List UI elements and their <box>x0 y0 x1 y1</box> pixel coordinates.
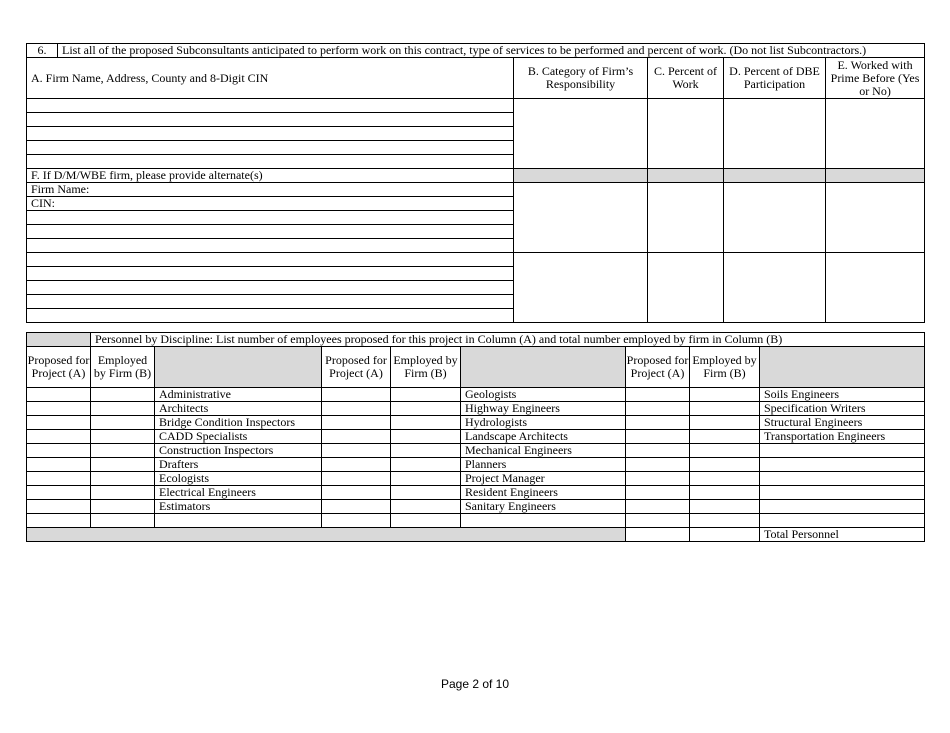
employed-count-cell[interactable] <box>690 388 760 402</box>
proposed-count-cell[interactable] <box>626 514 690 528</box>
proposed-count-cell[interactable] <box>27 430 91 444</box>
header-dbe-percent: D. Percent of DBE Participation <box>724 58 826 99</box>
firm-entry-line[interactable] <box>27 127 514 141</box>
firm-entry-line[interactable] <box>27 295 514 309</box>
proposed-count-cell[interactable] <box>27 444 91 458</box>
dbe-percent-cell[interactable] <box>724 99 826 169</box>
discipline-label <box>760 458 925 472</box>
proposed-count-cell[interactable] <box>322 458 391 472</box>
firm-entry-line[interactable] <box>27 253 514 267</box>
personnel-row <box>27 430 925 444</box>
firm-entry-line[interactable] <box>27 225 514 239</box>
header-proposed: Proposed for Project (A) <box>27 347 91 388</box>
proposed-count-cell[interactable] <box>322 388 391 402</box>
employed-count-cell[interactable] <box>690 458 760 472</box>
gray-divider-cell <box>648 169 724 183</box>
discipline-label: Administrative <box>155 388 322 402</box>
gray-divider-cell <box>514 169 648 183</box>
proposed-count-cell[interactable] <box>27 388 91 402</box>
header-proposed: Proposed for Project (A) <box>626 347 690 388</box>
header-proposed: Proposed for Project (A) <box>322 347 391 388</box>
category-cell[interactable] <box>514 253 648 323</box>
proposed-count-cell[interactable] <box>27 514 91 528</box>
discipline-label: Highway Engineers <box>461 402 626 416</box>
employed-count-cell[interactable] <box>91 416 155 430</box>
discipline-label: Structural Engineers <box>760 416 925 430</box>
discipline-label: Landscape Architects <box>461 430 626 444</box>
cin-label[interactable]: CIN: <box>27 197 514 211</box>
firm-name-label[interactable]: Firm Name: <box>27 183 514 197</box>
employed-count-cell[interactable] <box>91 472 155 486</box>
proposed-count-cell[interactable] <box>322 430 391 444</box>
employed-count-cell[interactable] <box>690 402 760 416</box>
employed-count-cell[interactable] <box>690 472 760 486</box>
gray-header-cell <box>760 347 925 388</box>
section-instruction: List all of the proposed Subconsultants anticipated to perform work on this contract, type of services to be performed and percent of work. (Do not list Subcontractors.) <box>58 44 925 58</box>
employed-count-cell[interactable] <box>391 402 461 416</box>
discipline-label: Resident Engineers <box>461 486 626 500</box>
employed-count-cell[interactable] <box>391 430 461 444</box>
employed-count-cell[interactable] <box>391 472 461 486</box>
total-proposed-cell[interactable] <box>626 528 690 542</box>
discipline-label: Soils Engineers <box>760 388 925 402</box>
proposed-count-cell[interactable] <box>27 416 91 430</box>
worked-with-prime-cell[interactable] <box>826 253 925 323</box>
discipline-label: Planners <box>461 458 626 472</box>
discipline-label: Project Manager <box>461 472 626 486</box>
firm-entry-line[interactable] <box>27 155 514 169</box>
personnel-row <box>27 500 925 514</box>
employed-count-cell[interactable] <box>690 486 760 500</box>
employed-count-cell[interactable] <box>391 486 461 500</box>
firm-entry-line[interactable] <box>27 113 514 127</box>
proposed-count-cell[interactable] <box>322 416 391 430</box>
gray-total-row <box>27 528 626 542</box>
employed-count-cell[interactable] <box>391 458 461 472</box>
employed-count-cell[interactable] <box>91 388 155 402</box>
employed-count-cell[interactable] <box>690 416 760 430</box>
employed-count-cell[interactable] <box>91 500 155 514</box>
proposed-count-cell[interactable] <box>27 500 91 514</box>
proposed-count-cell[interactable] <box>626 458 690 472</box>
personnel-row <box>27 444 925 458</box>
proposed-count-cell[interactable] <box>626 444 690 458</box>
proposed-count-cell[interactable] <box>626 486 690 500</box>
proposed-count-cell[interactable] <box>626 500 690 514</box>
header-employed: Employed by Firm (B) <box>91 347 155 388</box>
dbe-percent-cell[interactable] <box>724 253 826 323</box>
category-cell[interactable] <box>514 99 648 169</box>
header-category: B. Category of Firm’s Responsibility <box>514 58 648 99</box>
section-number: 6. <box>27 44 58 58</box>
page-number: Page 2 of 10 <box>440 677 510 691</box>
firm-entry-line[interactable] <box>27 309 514 323</box>
gray-divider-cell <box>724 169 826 183</box>
discipline-label <box>760 444 925 458</box>
proposed-count-cell[interactable] <box>322 514 391 528</box>
discipline-label: Transportation Engineers <box>760 430 925 444</box>
proposed-count-cell[interactable] <box>626 416 690 430</box>
discipline-label: Hydrologists <box>461 416 626 430</box>
discipline-label <box>461 514 626 528</box>
discipline-label: Sanitary Engineers <box>461 500 626 514</box>
personnel-title: Personnel by Discipline: List number of employees proposed for this project in Column (A) and total number employed by firm in Column (B) <box>91 333 925 347</box>
dbe-percent-cell[interactable] <box>724 183 826 253</box>
total-employed-cell[interactable] <box>690 528 760 542</box>
employed-count-cell[interactable] <box>690 430 760 444</box>
gray-marker-cell <box>27 333 91 347</box>
firm-entry-line[interactable] <box>27 239 514 253</box>
personnel-row <box>27 472 925 486</box>
gray-header-cell <box>155 347 322 388</box>
proposed-count-cell[interactable] <box>322 486 391 500</box>
worked-with-prime-cell[interactable] <box>826 183 925 253</box>
proposed-count-cell[interactable] <box>27 458 91 472</box>
firm-entry-line[interactable] <box>27 141 514 155</box>
worked-with-prime-cell[interactable] <box>826 99 925 169</box>
proposed-count-cell[interactable] <box>27 402 91 416</box>
employed-count-cell[interactable] <box>391 500 461 514</box>
discipline-label: Ecologists <box>155 472 322 486</box>
total-personnel-label: Total Personnel <box>760 528 925 542</box>
employed-count-cell[interactable] <box>391 416 461 430</box>
personnel-row <box>27 514 925 528</box>
header-employed: Employed by Firm (B) <box>690 347 760 388</box>
firm-entry-line[interactable] <box>27 99 514 113</box>
discipline-label <box>760 486 925 500</box>
discipline-label: Geologists <box>461 388 626 402</box>
personnel-table <box>26 332 925 542</box>
header-worked-with-prime: E. Worked with Prime Before (Yes or No) <box>826 58 925 99</box>
header-percent-work: C. Percent of Work <box>648 58 724 99</box>
proposed-count-cell[interactable] <box>322 444 391 458</box>
discipline-label: Specification Writers <box>760 402 925 416</box>
header-employed: Employed by Firm (B) <box>391 347 461 388</box>
percent-work-cell[interactable] <box>648 99 724 169</box>
discipline-label <box>760 472 925 486</box>
discipline-label: Mechanical Engineers <box>461 444 626 458</box>
employed-count-cell[interactable] <box>690 500 760 514</box>
employed-count-cell[interactable] <box>91 402 155 416</box>
percent-work-cell[interactable] <box>648 253 724 323</box>
employed-count-cell[interactable] <box>690 514 760 528</box>
discipline-label: Construction Inspectors <box>155 444 322 458</box>
proposed-count-cell[interactable] <box>27 472 91 486</box>
employed-count-cell[interactable] <box>91 486 155 500</box>
personnel-row <box>27 402 925 416</box>
proposed-count-cell[interactable] <box>322 472 391 486</box>
employed-count-cell[interactable] <box>391 388 461 402</box>
proposed-count-cell[interactable] <box>322 402 391 416</box>
personnel-row <box>27 388 925 402</box>
header-firm-name: A. Firm Name, Address, County and 8-Digit CIN <box>27 58 514 99</box>
alternate-note: F. If D/M/WBE firm, please provide alternate(s) <box>27 169 514 183</box>
proposed-count-cell[interactable] <box>626 388 690 402</box>
employed-count-cell[interactable] <box>690 444 760 458</box>
subconsultants-table <box>26 43 925 323</box>
proposed-count-cell[interactable] <box>27 486 91 500</box>
discipline-label: Electrical Engineers <box>155 486 322 500</box>
discipline-label <box>155 514 322 528</box>
proposed-count-cell[interactable] <box>626 472 690 486</box>
percent-work-cell[interactable] <box>648 183 724 253</box>
firm-entry-line[interactable] <box>27 267 514 281</box>
employed-count-cell[interactable] <box>91 430 155 444</box>
discipline-label <box>760 514 925 528</box>
discipline-label: Architects <box>155 402 322 416</box>
personnel-row <box>27 416 925 430</box>
proposed-count-cell[interactable] <box>626 402 690 416</box>
personnel-row <box>27 458 925 472</box>
employed-count-cell[interactable] <box>91 458 155 472</box>
personnel-row <box>27 486 925 500</box>
firm-entry-line[interactable] <box>27 281 514 295</box>
firm-entry-line[interactable] <box>27 211 514 225</box>
proposed-count-cell[interactable] <box>322 500 391 514</box>
employed-count-cell[interactable] <box>91 444 155 458</box>
discipline-label: Drafters <box>155 458 322 472</box>
gray-divider-cell <box>826 169 925 183</box>
gray-header-cell <box>461 347 626 388</box>
proposed-count-cell[interactable] <box>626 430 690 444</box>
discipline-label: CADD Specialists <box>155 430 322 444</box>
employed-count-cell[interactable] <box>391 444 461 458</box>
category-cell[interactable] <box>514 183 648 253</box>
employed-count-cell[interactable] <box>91 514 155 528</box>
employed-count-cell[interactable] <box>391 514 461 528</box>
discipline-label <box>760 500 925 514</box>
discipline-label: Estimators <box>155 500 322 514</box>
discipline-label: Bridge Condition Inspectors <box>155 416 322 430</box>
